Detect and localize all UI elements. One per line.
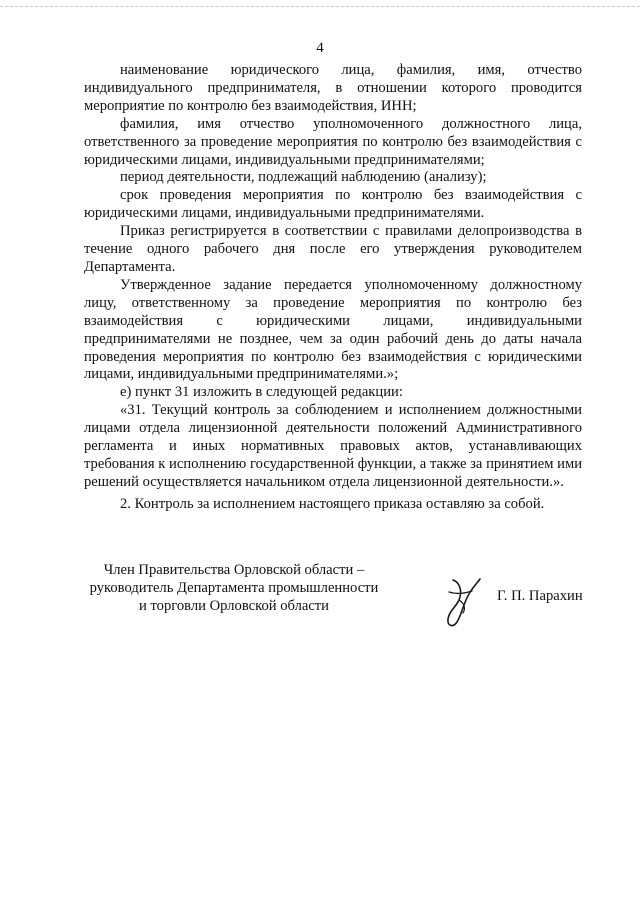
paragraph-control-clause: 2. Контроль за исполнением настоящего приказа оставляю за собой. <box>120 495 545 512</box>
page-number: 4 <box>316 40 324 56</box>
paragraph-task-transfer: Утвержденное задание передается уполномоченному должностному лицу, ответственному за проведение мероприятия по контролю без взаимодействия с юридическими лицами, индивидуальными предпринимателями не позднее, чем за один рабочий день до даты начала проведения мероприятия по контролю без взаимодействия с юридическими лицами, индивидуальными предпринимателями.»; <box>84 276 582 383</box>
signatory-position-line: Член Правительства Орловской области – <box>103 562 365 578</box>
paragraph-item-31-text: «31. Текущий контроль за соблюдением и исполнением должностными лицами отдела лицензионной деятельности положений Административного регламента и иных нормативных правовых актов, устанавливающих требования к исполнению государственной функции, а также за принятием ими решений осуществляется начальником отдела лицензионной деятельности.». <box>84 402 582 490</box>
paragraph-responsible-official: фамилия, имя отчество уполномоченного должностного лица, ответственного за проведение мероприятия по контролю без взаимодействия с юридическими лицами, индивидуальными предпринимателями; <box>84 115 582 168</box>
paragraph-event-term: срок проведения мероприятия по контролю без взаимодействия с юридическими лицами, индивидуальными предпринимателями. <box>84 187 582 222</box>
page-top-edge <box>0 6 640 7</box>
paragraph-legal-entity-name: наименование юридического лица, фамилия, имя, отчество индивидуального предпринимателя, в отношении которого проводится мероприятие по контролю без взаимодействия, ИНН; <box>84 62 582 114</box>
signatory-position <box>84 561 384 615</box>
document-body <box>84 62 582 514</box>
paragraph-item-31-intro: е) пункт 31 изложить в следующей редакции: <box>120 384 403 401</box>
signatory-position-line: руководитель Департамента промышленности <box>89 580 379 596</box>
handwritten-signature <box>439 576 483 630</box>
signatory-name: Г. П. Парахин <box>497 588 583 604</box>
signatory-position-line: и торговли Орловской области <box>139 598 329 614</box>
paragraph-activity-period: период деятельности, подлежащий наблюдению (анализу); <box>120 169 487 186</box>
paragraph-order-registration: Приказ регистрируется в соответствии с правилами делопроизводства в течение одного рабочего дня после его утверждения руководителем Департамента. <box>84 223 582 275</box>
